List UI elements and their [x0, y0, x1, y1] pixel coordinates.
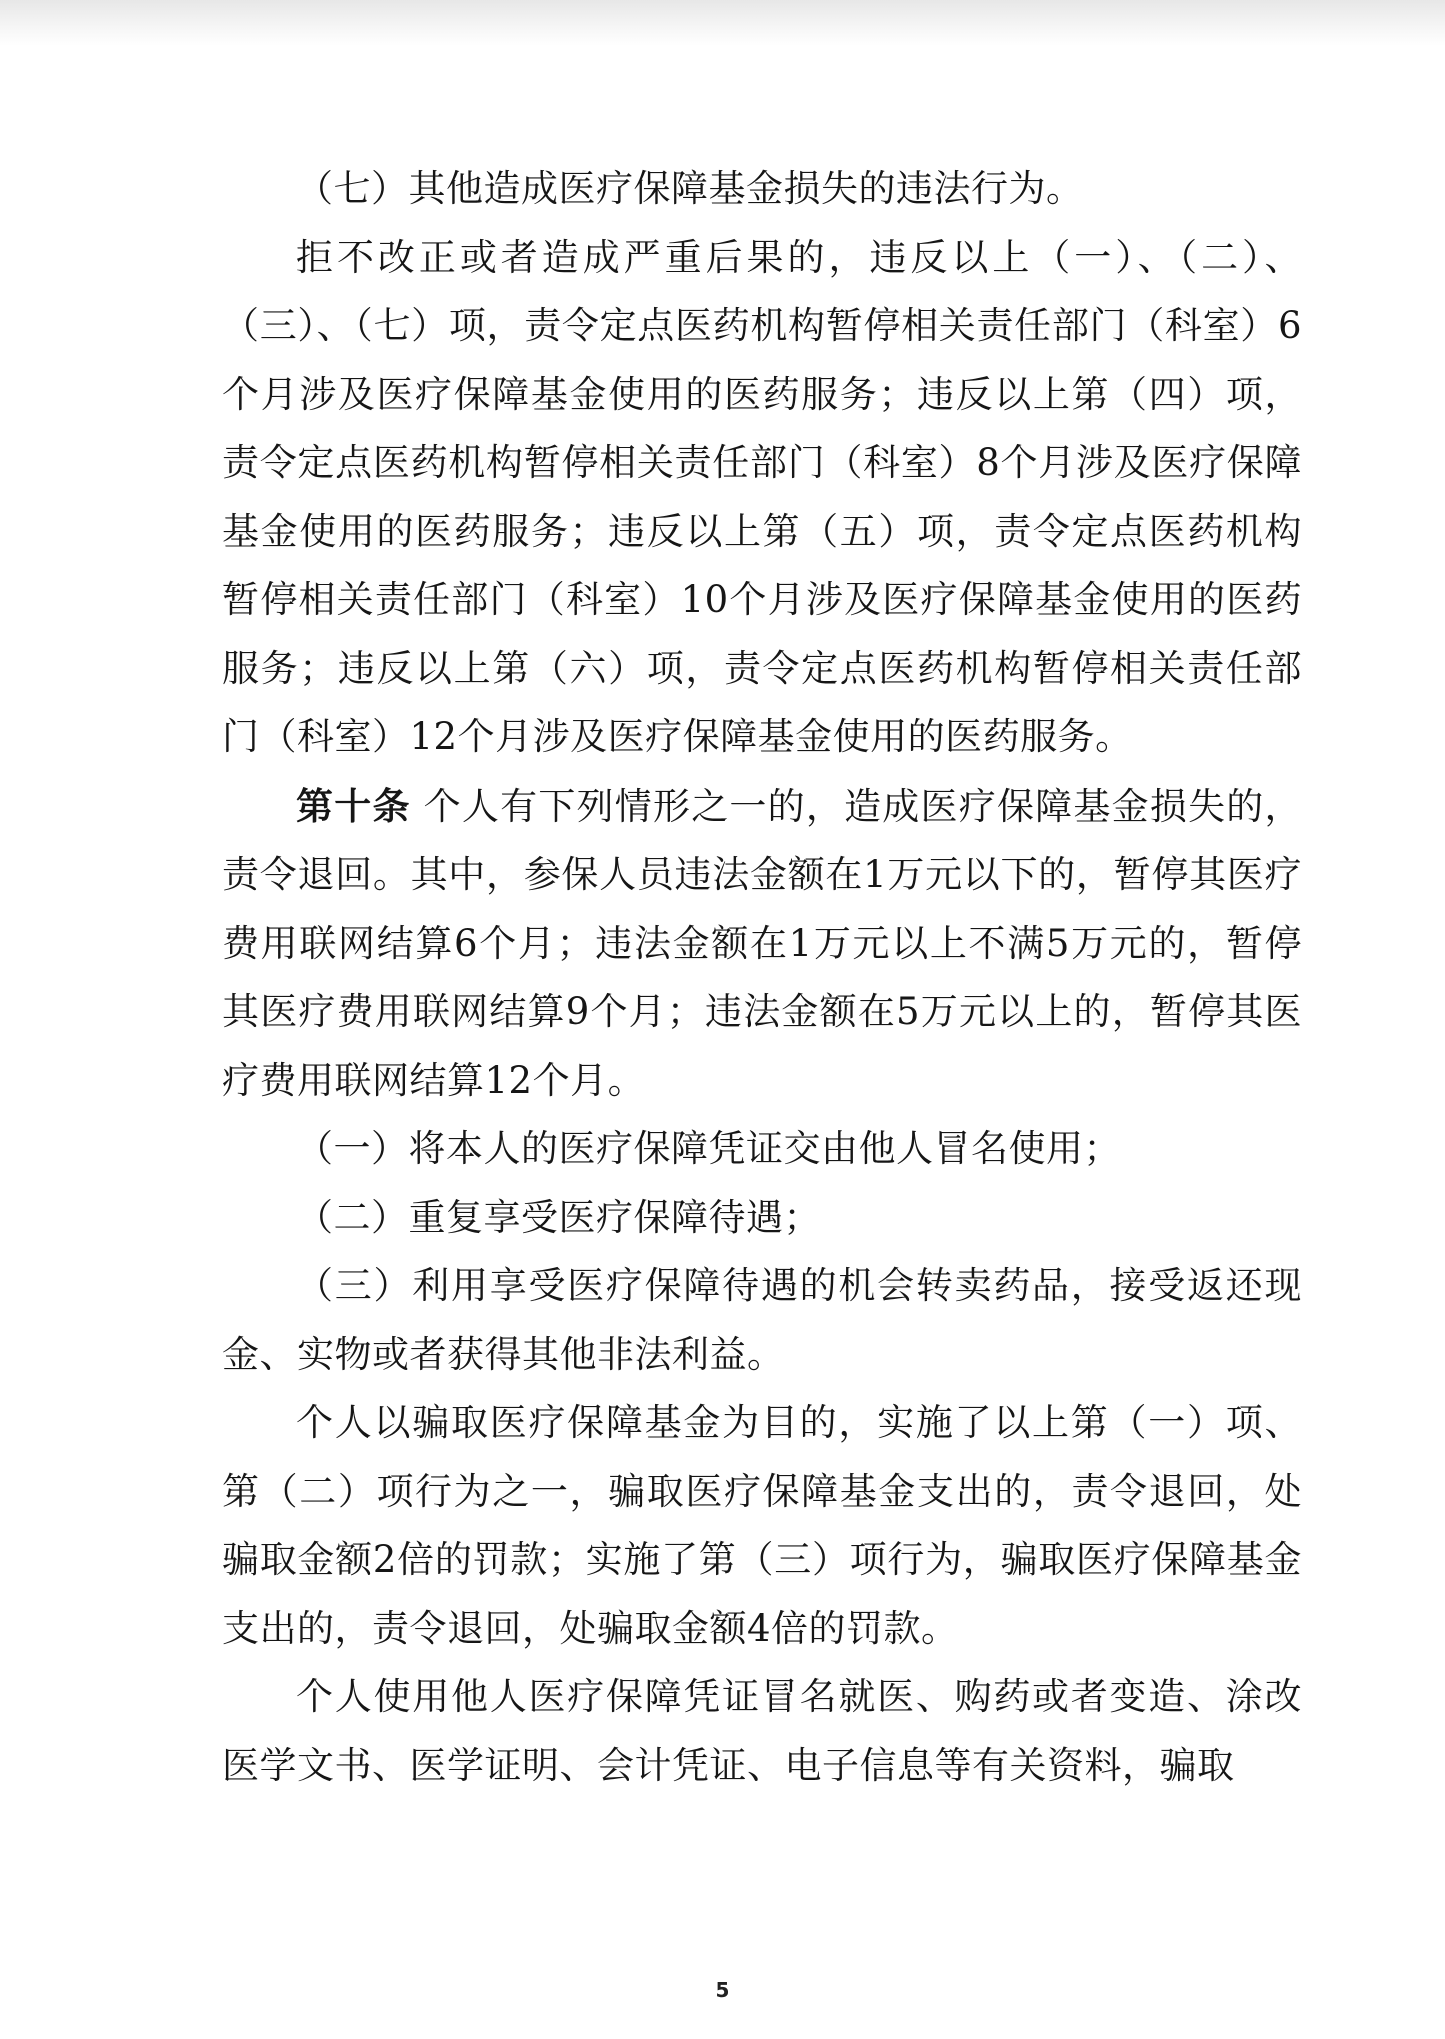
paragraph-article-10-item-2: （二）重复享受医疗保障待遇；: [296, 1195, 821, 1239]
paragraph-institution-penalties: 拒不改正或者造成严重后果的，违反以上（一）、（二）、（三）、（七）项，责令定点医药机构暂停相关责任部门（科室）6个月涉及医疗保障基金使用的医药服务；违反以上第（四）项，责令定点医药机构暂停相关责任部门（科室）8个月涉及医疗保障基金使用的医药服务；违反以上第（五）项，责令定点医药机构暂停相关责任部门（科室）10个月涉及医疗保障基金使用的医药服务；违反以上第（六）项，责令定点医药机构暂停相关责任部门（科室）12个月涉及医疗保障基金使用的医药服务。: [222, 235, 1302, 758]
paragraph-article-10-item-1: （一）将本人的医疗保障凭证交由他人冒名使用；: [296, 1127, 1121, 1170]
page-number: 5: [715, 1978, 730, 2002]
paragraph-fraud-penalty: 个人以骗取医疗保障基金为目的，实施了以上第（一）项、第（二）项行为之一，骗取医疗保障基金支出的，责令退回，处骗取金额2倍的罚款；实施了第（三）项行为，骗取医疗保障基金支出的，责令退回，处骗取金额4倍的罚款。: [222, 1401, 1302, 1650]
article-number: 第十条: [296, 783, 411, 828]
paragraph-impersonation: 个人使用他人医疗保障凭证冒名就医、购药或者变造、涂改医学文书、医学证明、会计凭证、电子信息等有关资料，骗取: [222, 1675, 1302, 1787]
document-body: [222, 155, 1302, 1800]
paragraph-article-10-item-3: （三）利用享受医疗保障待遇的机会转卖药品，接受返还现金、实物或者获得其他非法利益。: [222, 1264, 1302, 1376]
article-10-text: 个人有下列情形之一的，造成医疗保障基金损失的，责令退回。其中，参保人员违法金额在1万元以下的，暂停其医疗费用联网结算6个月；违法金额在1万元以上不满5万元的，暂停其医疗费用联网结算9个月；违法金额在5万元以上的，暂停其医疗费用联网结算12个月。: [222, 784, 1303, 1102]
scan-shadow-band: [0, 0, 1445, 46]
paragraph-article-10: [222, 772, 1302, 1116]
paragraph-item-7: （七）其他造成医疗保障基金损失的违法行为。: [296, 167, 1084, 210]
